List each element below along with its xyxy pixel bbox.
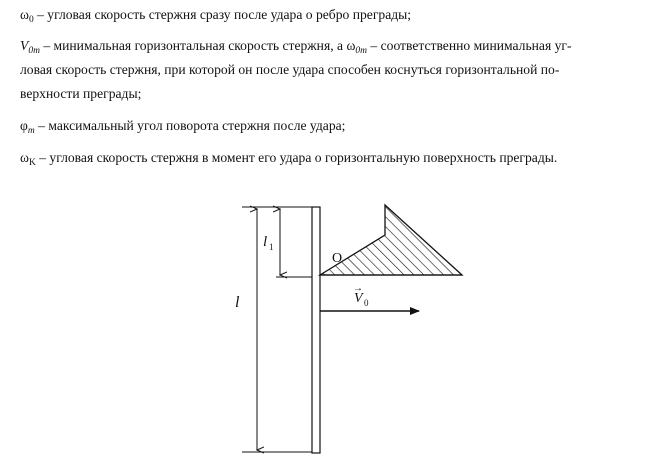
symbol-phi: φ	[20, 118, 28, 133]
definition-text: – соответственно минимальная уг-	[367, 38, 572, 53]
symbol-omega: ω	[20, 150, 29, 165]
symbol-omega: ω	[346, 38, 356, 53]
symbol-subscript: K	[28, 158, 36, 168]
definition-text: – угловая скорость стержня сразу после удара о ребро преграды;	[33, 7, 412, 22]
definition-text: – угловая скорость стержня в момент его удара о горизонтальную поверхность преграды.	[35, 150, 558, 165]
label-v0: V	[354, 291, 363, 306]
rod	[312, 207, 320, 453]
label-l1: l	[263, 234, 268, 250]
definition-text: – минимальная горизонтальная скорость стержня, а	[39, 38, 347, 53]
label-l: l	[235, 294, 240, 311]
symbol-omega: ω	[20, 7, 29, 22]
symbol-subscript: 0m	[28, 46, 40, 56]
definition-v0m-line3: верхности преграды;	[20, 86, 142, 101]
label-o: O	[332, 251, 343, 266]
definition-v0m-line2: ловая скорость стержня, при которой он после удара способен коснуться горизонтальной по-	[20, 62, 560, 77]
label-v0-arrow: →	[353, 283, 363, 294]
label-v0-subscript: 0	[364, 298, 369, 308]
symbol-subscript: 0m	[355, 46, 368, 56]
label-l1-subscript: 1	[269, 242, 274, 252]
symbol-subscript: 0	[28, 15, 34, 25]
symbol-v: V	[20, 38, 29, 53]
definition-text: – максимальный угол поворота стержня после удара;	[34, 118, 346, 133]
symbol-subscript: m	[27, 126, 35, 136]
